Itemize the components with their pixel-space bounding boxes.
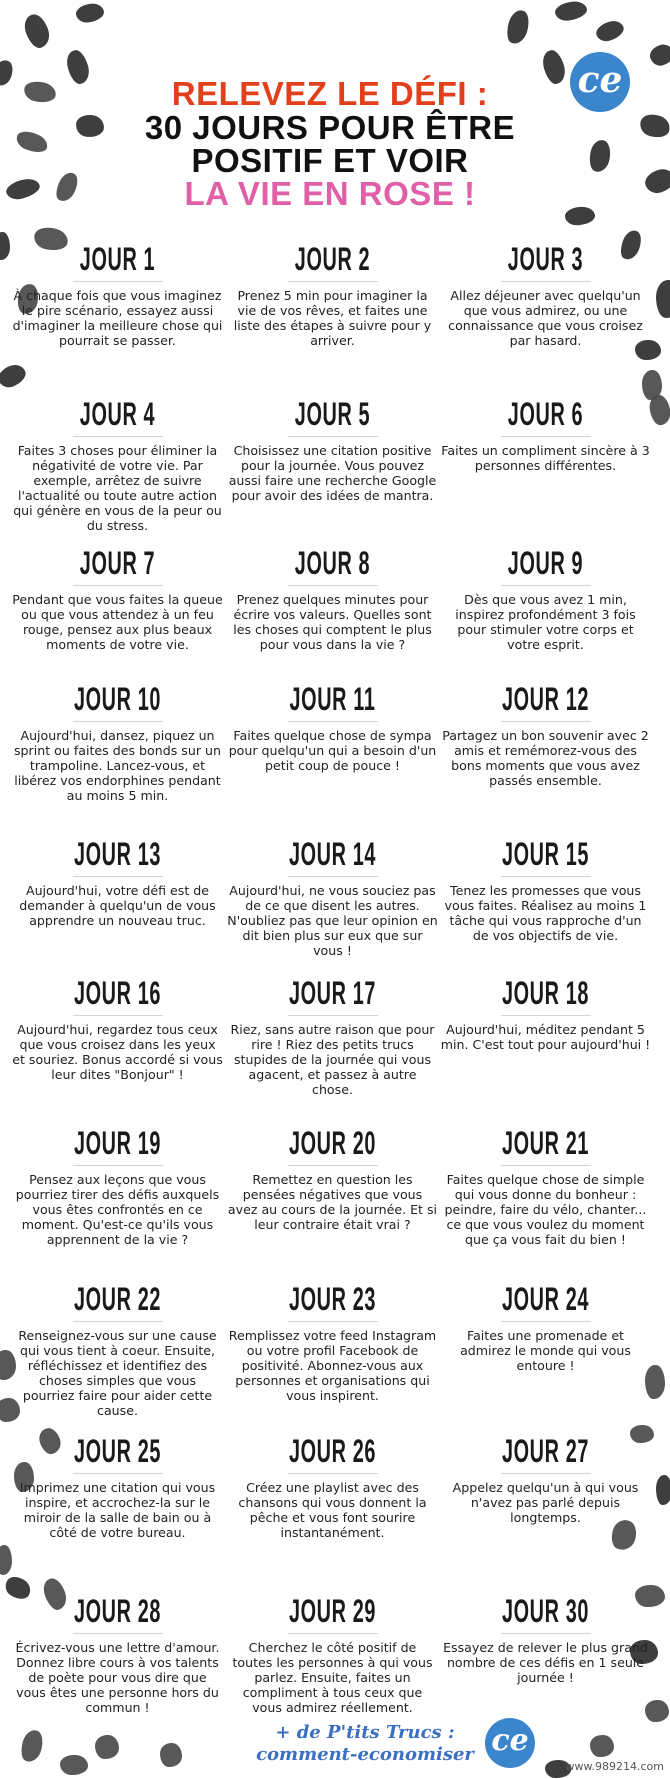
title-line-la-vie-en-rose: LA VIE EN ROSE ! [184, 175, 476, 212]
blob-decoration [21, 11, 53, 50]
day-title: JOUR 10 [73, 681, 162, 717]
day-divider [288, 1321, 378, 1322]
day-divider [501, 585, 591, 586]
day-divider [73, 1321, 163, 1322]
day-description: Riez, sans autre raison que pour rire ! Riez des petits trucs stupides de la journée qui vous agacent, et passez à autre chose. [230, 1022, 435, 1097]
day-title: JOUR 4 [79, 396, 156, 432]
blob-decoration [504, 8, 532, 46]
day-title: JOUR 7 [79, 545, 156, 581]
day-title: JOUR 25 [73, 1433, 162, 1469]
day-card [225, 1127, 440, 1232]
blob-decoration [53, 170, 82, 205]
day-title: JOUR 21 [501, 1125, 590, 1161]
day-divider [501, 436, 591, 437]
day-description: À chaque fois que vous imaginez le pire scénario, essayez aussi d'imaginer la meilleure chose qui pourrait se passer. [12, 288, 223, 348]
ce-logo-icon-footer: ce [485, 1718, 535, 1768]
day-title: JOUR 16 [73, 975, 162, 1011]
blob-decoration [4, 176, 42, 202]
day-title: JOUR 6 [507, 396, 584, 432]
day-card [225, 1595, 440, 1715]
day-divider [73, 281, 163, 282]
day-description: Remettez en question les pensées négatives que vous avez au cours de la journée. Et si leur contraire était vrai ? [227, 1172, 438, 1232]
day-description: Essayez de relever le plus grand nombre de ces défis en 1 seule journée ! [443, 1640, 648, 1685]
title-line-30-days: 30 JOURS POUR ÊTRE [144, 109, 516, 146]
day-description: Faites quelque chose de sympa pour quelqu'un qui a besoin d'un petit coup de pouce ! [228, 728, 437, 773]
blob-decoration [656, 280, 670, 318]
day-title: JOUR 8 [294, 545, 371, 581]
day-title: JOUR 15 [501, 836, 590, 872]
day-card [10, 547, 225, 652]
day-title: JOUR 14 [288, 836, 377, 872]
title-line-challenge: RELEVEZ LE DÉFI : [171, 75, 489, 112]
day-divider [501, 1633, 591, 1634]
day-title: JOUR 5 [294, 396, 371, 432]
day-card [225, 398, 440, 503]
day-description: Cherchez le côté positif de toutes les personnes à qui vous parlez. Ensuite, faites un compliment à tous ceux que vous admirez réellement. [232, 1640, 433, 1715]
blob-decoration [594, 18, 626, 44]
day-description: Dès que vous avez 1 min, inspirez profondément 3 fois pour stimuler votre corps et votre esprit. [455, 592, 636, 652]
day-divider [501, 721, 591, 722]
day-card [438, 243, 653, 348]
day-card [10, 977, 225, 1082]
day-card [225, 547, 440, 652]
day-title: JOUR 26 [288, 1433, 377, 1469]
day-divider [288, 436, 378, 437]
day-description: Aujourd'hui, votre défi est de demander à quelqu'un de vous apprendre un nouveau truc. [19, 883, 216, 928]
blob-decoration [0, 361, 29, 391]
day-card [10, 1435, 225, 1540]
day-description: Allez déjeuner avec quelqu'un que vous admirez, ou une connaissance que vous croisez par hasard. [448, 288, 643, 348]
day-divider [73, 585, 163, 586]
day-title: JOUR 1 [79, 241, 156, 277]
day-description: Aujourd'hui, méditez pendant 5 min. C'est tout pour aujourd'hui ! [440, 1022, 651, 1052]
day-divider [501, 1321, 591, 1322]
day-divider [501, 1165, 591, 1166]
day-title: JOUR 13 [73, 836, 162, 872]
ce-logo-icon: ce [570, 52, 630, 112]
day-title: JOUR 19 [73, 1125, 162, 1161]
day-description: Prenez 5 min pour imaginer la vie de vos rêves, et faites une liste des étapes à suivre pour y arriver. [233, 288, 432, 348]
blob-decoration [642, 166, 670, 197]
day-title: JOUR 24 [501, 1281, 590, 1317]
day-description: Faites une promenade et admirez le monde qui vous entoure ! [460, 1328, 631, 1373]
day-card [225, 243, 440, 348]
day-divider [73, 721, 163, 722]
day-title: JOUR 30 [501, 1593, 590, 1629]
day-description: Remplissez votre feed Instagram ou votre profil Facebook de positivité. Abonnez-vous aux personnes et organisations qui vous inspirent. [228, 1328, 437, 1403]
watermark: www.989214.com [565, 1760, 664, 1773]
blob-decoration [647, 41, 670, 68]
day-divider [73, 1165, 163, 1166]
day-card [10, 838, 225, 928]
day-title: JOUR 20 [288, 1125, 377, 1161]
day-card [10, 683, 225, 803]
day-description: Renseignez-vous sur une cause qui vous tient à coeur. Ensuite, réfléchissez et identifiez des choses simples que vous pourriez faire pour aider cette cause. [18, 1328, 217, 1418]
footer-link[interactable] [255, 1722, 475, 1766]
day-description: Tenez les promesses que vous vous faites. Réalisez au moins 1 tâche qui vous rapproche d'un de vos objectifs de vie. [444, 883, 647, 943]
blob-decoration [0, 232, 10, 260]
day-divider [73, 1473, 163, 1474]
day-divider [288, 585, 378, 586]
blob-decoration [645, 1700, 669, 1722]
day-divider [501, 876, 591, 877]
day-description: Aujourd'hui, regardez tous ceux que vous croisez dans les yeux et souriez. Bonus accordé si vous leur dites "Bonjour" ! [12, 1022, 223, 1082]
day-card [438, 1595, 653, 1685]
title-line-positive: POSITIF ET VOIR [191, 142, 469, 179]
day-description: Appelez quelqu'un à qui vous n'avez pas parlé depuis longtemps. [452, 1480, 639, 1525]
day-card [225, 1283, 440, 1403]
day-description: Pendant que vous faites la queue ou que vous attendez à un feu rouge, pensez aux plus beaux moments de votre vie. [12, 592, 223, 652]
day-description: Choisissez une citation positive pour la journée. Vous pouvez aussi faire une recherche Google pour avoir des idées de mantra. [228, 443, 437, 503]
day-description: Créez une playlist avec des chansons qui vous donnent la pêche et vous font sourire instantanément. [238, 1480, 427, 1540]
day-divider [288, 281, 378, 282]
day-divider [501, 281, 591, 282]
day-divider [73, 436, 163, 437]
day-title: JOUR 23 [288, 1281, 377, 1317]
day-title: JOUR 27 [501, 1433, 590, 1469]
day-title: JOUR 17 [288, 975, 377, 1011]
day-title: JOUR 18 [501, 975, 590, 1011]
day-divider [501, 1015, 591, 1016]
day-card [438, 398, 653, 473]
blob-decoration [564, 206, 595, 227]
blob-decoration [14, 128, 50, 156]
day-divider [288, 1633, 378, 1634]
day-card [225, 977, 440, 1097]
day-description: Écrivez-vous une lettre d'amour. Donnez libre cours à vos talents de poète pour vous dire que vous êtes une personne hors du commun ! [15, 1640, 220, 1715]
blob-decoration [60, 1755, 88, 1775]
day-description: Faites 3 choses pour éliminer la négativité de votre vie. Par exemple, arrêtez de suivre l'actualité ou toute autre action qui génère en vous de la peur ou du stress. [13, 443, 222, 533]
day-card [438, 1283, 653, 1373]
day-title: JOUR 11 [289, 681, 376, 717]
day-title: JOUR 22 [73, 1281, 162, 1317]
day-divider [288, 876, 378, 877]
footer-line-tips: + de P'tits Trucs : [275, 1722, 455, 1743]
day-card [10, 1127, 225, 1247]
day-card [438, 977, 653, 1052]
day-divider [73, 1015, 163, 1016]
footer-line-site: comment-economiser [256, 1744, 474, 1765]
blob-decoration [590, 1735, 614, 1757]
day-card [10, 1283, 225, 1418]
day-card [225, 1435, 440, 1540]
day-divider [288, 721, 378, 722]
day-divider [288, 1473, 378, 1474]
day-card [225, 838, 440, 958]
day-title: JOUR 2 [294, 241, 371, 277]
day-divider [73, 1633, 163, 1634]
blob-decoration [160, 1743, 182, 1767]
day-description: Faites quelque chose de simple qui vous donne du bonheur : peindre, faire du vélo, chanter... ce que vous voulez du moment que ça vous fait du bien ! [444, 1172, 647, 1247]
blob-decoration [554, 0, 589, 23]
blob-decoration [587, 139, 612, 174]
day-card [438, 683, 653, 788]
day-card [438, 1127, 653, 1247]
day-divider [501, 1473, 591, 1474]
day-description: Imprimez une citation qui vous inspire, et accrochez-la sur le miroir de la salle de bain ou à côté de votre bureau. [19, 1480, 216, 1540]
day-card [10, 1595, 225, 1715]
blob-decoration [64, 48, 92, 86]
day-title: JOUR 12 [501, 681, 590, 717]
day-card [10, 243, 225, 348]
blob-decoration [0, 58, 16, 89]
blob-decoration [18, 1728, 46, 1764]
day-divider [288, 1165, 378, 1166]
day-card [10, 398, 225, 533]
day-description: Aujourd'hui, ne vous souciez pas de ce que disent les autres. N'oubliez pas que leur opinion en dit bien plus sur eux que sur vous ! [227, 883, 438, 958]
day-card [225, 683, 440, 773]
day-title: JOUR 9 [507, 545, 584, 581]
day-title: JOUR 29 [288, 1593, 377, 1629]
day-card [438, 547, 653, 652]
blob-decoration [656, 1475, 670, 1505]
blob-decoration [23, 79, 58, 104]
day-divider [73, 876, 163, 877]
blob-decoration [638, 111, 670, 140]
blob-decoration [75, 2, 106, 25]
day-divider [288, 1015, 378, 1016]
day-description: Pensez aux leçons que vous pourriez tirer des défis auxquels vous êtes confrontés en ce moment. Qu'est-ce qu'ils vous apprennent de la vie ? [15, 1172, 220, 1247]
day-card [438, 1435, 653, 1525]
day-description: Aujourd'hui, dansez, piquez un sprint ou faites des bonds sur un trampoline. Lancez-vous, et libérez vos endorphines pendant au moins 5 min. [14, 728, 221, 803]
day-description: Partagez un bon souvenir avec 2 amis et remémorez-vous des bons moments que vous avez passés ensemble. [442, 728, 649, 788]
day-description: Prenez quelques minutes pour écrire vos valeurs. Quelles sont les choses qui comptent le plus pour vous dans la vie ? [233, 592, 432, 652]
day-title: JOUR 28 [73, 1593, 162, 1629]
blob-decoration [0, 1545, 12, 1575]
blob-decoration [95, 1735, 119, 1759]
day-description: Faites un compliment sincère à 3 personnes différentes. [441, 443, 650, 473]
day-card [438, 838, 653, 943]
day-title: JOUR 3 [507, 241, 584, 277]
